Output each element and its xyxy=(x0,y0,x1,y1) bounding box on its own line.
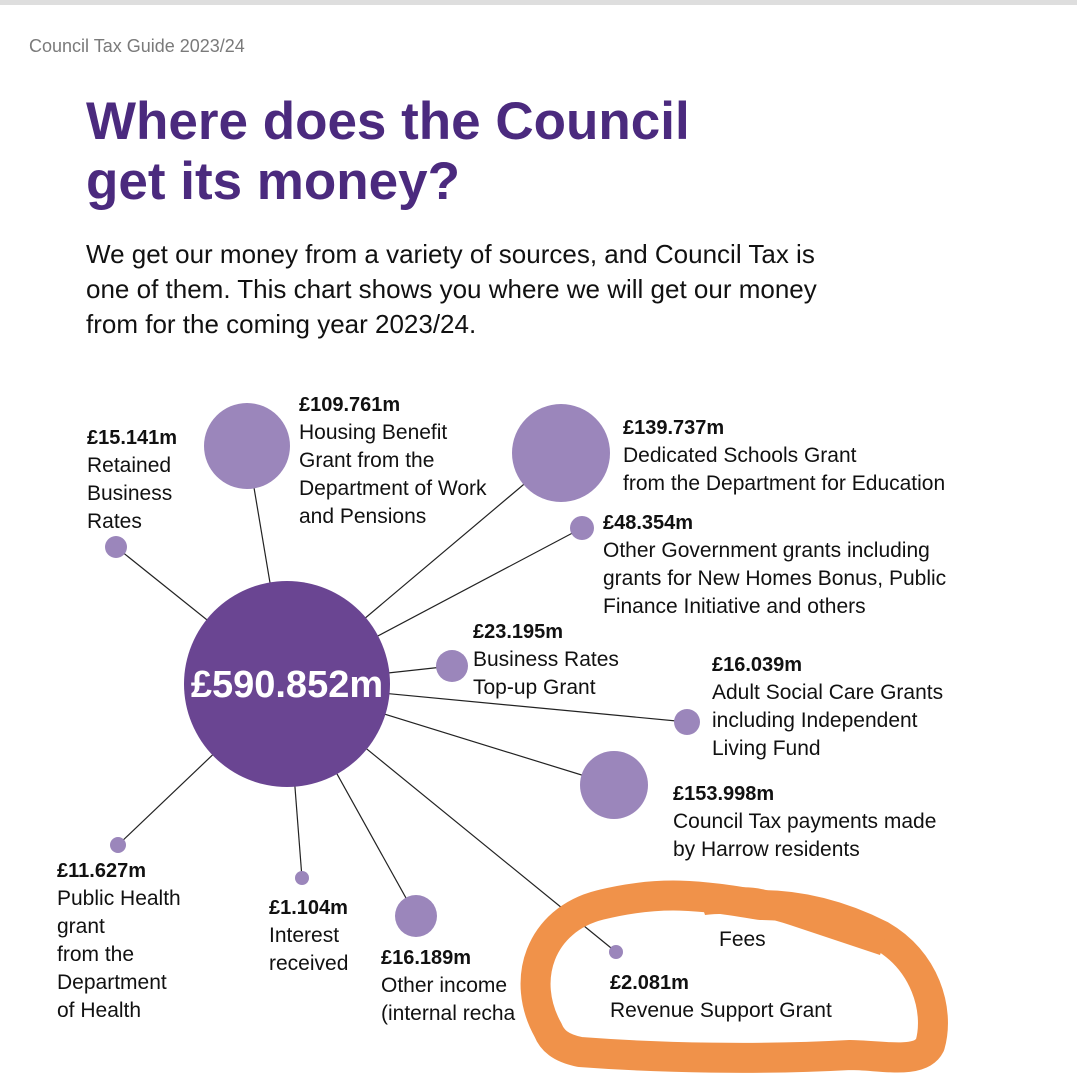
source-description-line: Revenue Support Grant xyxy=(610,999,832,1022)
page-title-line-1: Where does the Council xyxy=(86,92,690,151)
guide-title: Council Tax Guide 2023/24 xyxy=(29,36,245,56)
source-amount: £139.737m xyxy=(623,417,725,439)
source-description-line: Grant from the xyxy=(299,449,435,472)
source-description-line: Adult Social Care Grants xyxy=(712,681,944,704)
intro-line-2: one of them. This chart shows you where we will get our money xyxy=(86,274,817,304)
source-description-line: Living Fund xyxy=(712,737,821,760)
source-amount: £16.189m xyxy=(381,947,472,969)
source-amount: £16.039m xyxy=(712,654,803,676)
source-description-line: Business Rates xyxy=(473,648,619,671)
source-description-line: (internal recha xyxy=(381,1002,516,1025)
source-amount: £11.627m xyxy=(57,860,146,882)
source-description-line: Interest xyxy=(269,924,340,947)
source-amount: £153.998m xyxy=(673,783,775,805)
source-description-line: from the xyxy=(57,943,135,966)
source-description-line: Council Tax payments made xyxy=(673,810,937,833)
source-description-line: grants for New Homes Bonus, Public xyxy=(603,567,947,590)
source-amount: £23.195m xyxy=(473,621,564,643)
source-description-line: Dedicated Schools Grant xyxy=(623,444,857,467)
source-amount: £1.104m xyxy=(269,897,348,919)
source-description-line: and Pensions xyxy=(299,505,427,528)
source-description-line: Department of Work xyxy=(299,477,487,500)
intro-line-3: from for the coming year 2023/24. xyxy=(86,309,477,339)
source-description-line: Other Government grants including xyxy=(603,539,930,562)
intro-line-1: We get our money from a variety of sources, and Council Tax is xyxy=(86,239,815,269)
source-description-line: Housing Benefit xyxy=(299,421,448,444)
source-amount: £2.081m xyxy=(610,972,689,994)
source-description-line: Other income xyxy=(381,974,508,997)
source-amount: £48.354m xyxy=(603,512,694,534)
source-description-line: Department xyxy=(57,971,167,994)
source-description-line: including Independent xyxy=(712,709,918,732)
source-description-line: received xyxy=(269,952,349,975)
source-description-line: from the Department for Education xyxy=(623,472,946,495)
source-description-line: Finance Initiative and others xyxy=(603,595,866,618)
page-title-line-2: get its money? xyxy=(86,152,461,211)
center-total-label: £590.852m xyxy=(190,664,384,706)
source-description-line: Rates xyxy=(87,510,142,533)
source-description-line: of Health xyxy=(57,999,142,1022)
source-description-line: Retained xyxy=(87,454,172,477)
source-amount: £109.761m xyxy=(299,394,401,416)
source-description-line: grant xyxy=(57,915,105,938)
source-description-line: Fees xyxy=(719,928,766,951)
source-amount: £15.141m xyxy=(87,427,178,449)
source-description-line: Top-up Grant xyxy=(473,676,596,699)
orange-highlight-scribble xyxy=(536,896,933,1058)
source-description-line: Public Health xyxy=(57,887,181,910)
source-description-line: Business xyxy=(87,482,173,505)
source-description-line: by Harrow residents xyxy=(673,838,860,861)
